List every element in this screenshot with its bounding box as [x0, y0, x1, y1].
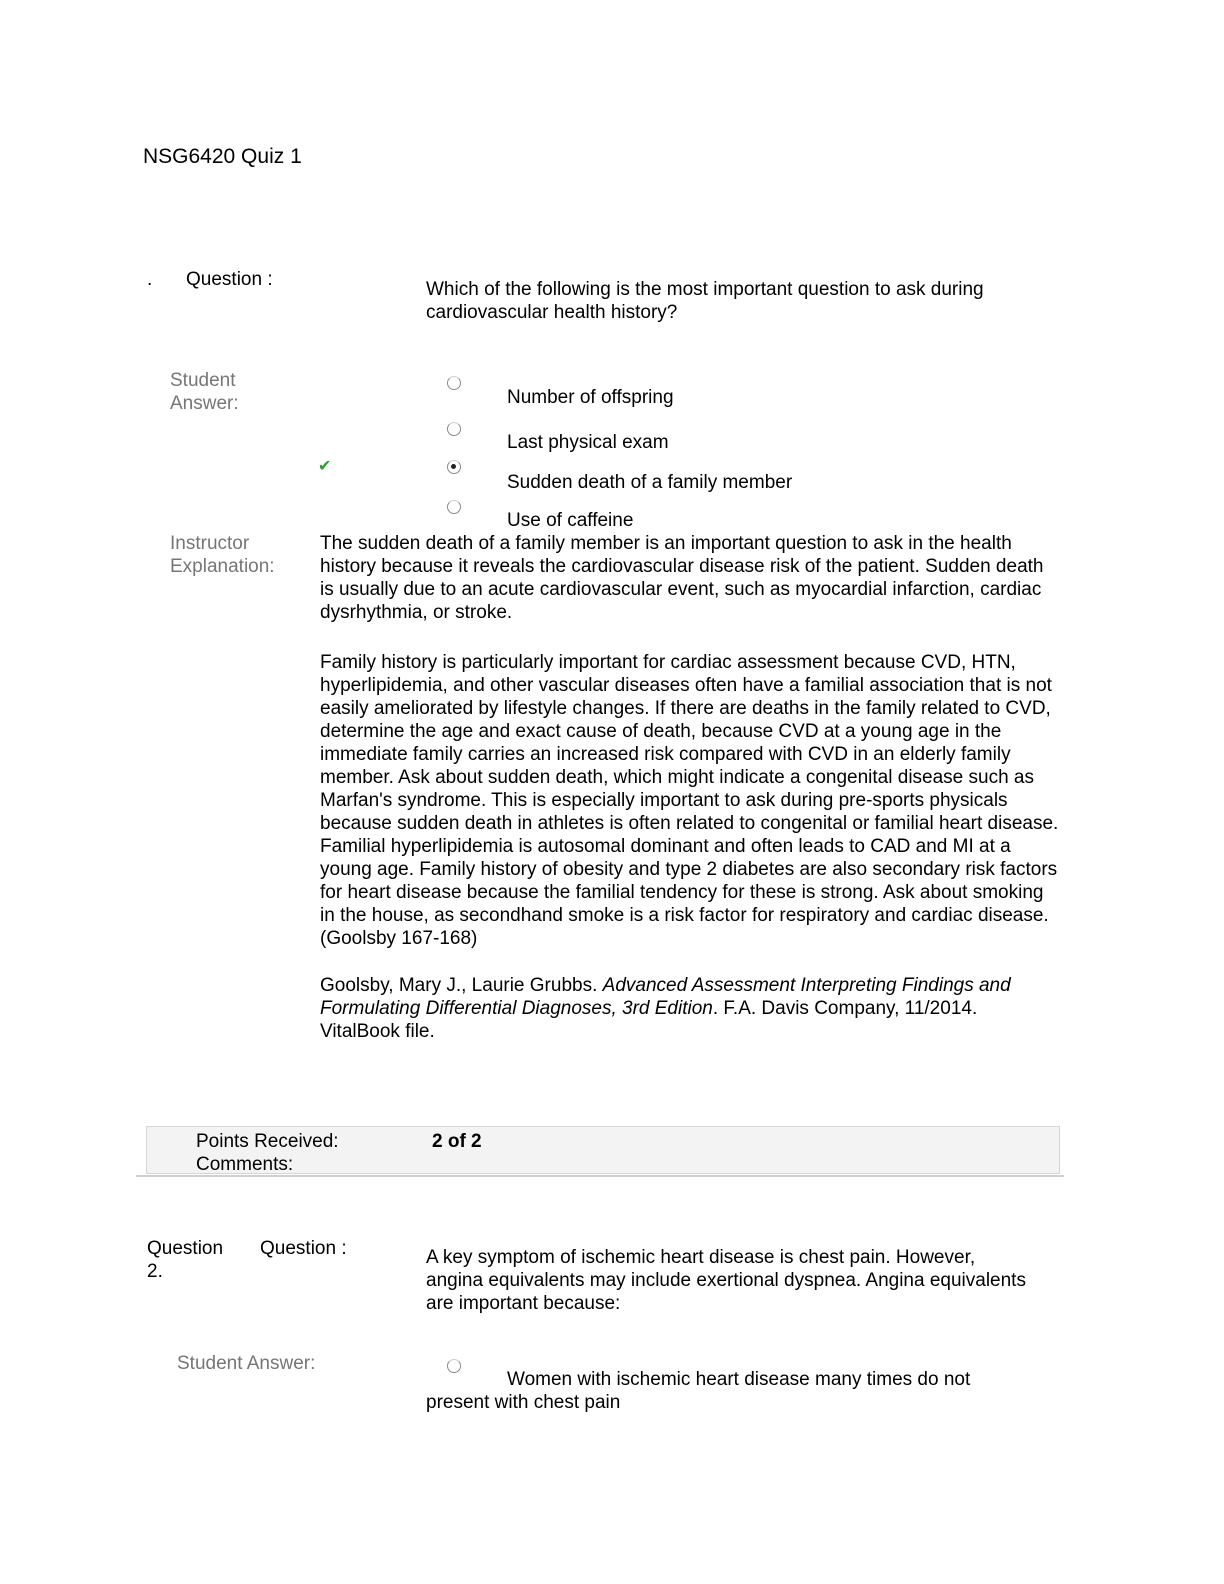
points-received-label: Points Received: [196, 1131, 339, 1152]
citation-publisher: . F.A. Davis Company, 11/2014. VitalBook file. [320, 998, 978, 1042]
option-3-label: Sudden death of a family member [507, 472, 793, 493]
question-2-student-answer-label: Student Answer: [177, 1353, 316, 1374]
instructor-label-line-1: Instructor [170, 533, 250, 554]
question-2-number-line-1: Question [147, 1238, 224, 1259]
student-answer-label-line-1: Student [170, 370, 236, 391]
question-1-text-line-2: cardiovascular health history? [426, 302, 678, 323]
question-2-text-line-3: are important because: [426, 1293, 621, 1314]
option-4-label: Use of caffeine [507, 510, 634, 531]
question-2-text-line-1: A key symptom of ischemic heart disease is chest pain. However, [426, 1247, 976, 1268]
question-1-text-line-1: Which of the following is the most important question to ask during [426, 279, 984, 300]
option-1-label: Number of offspring [507, 387, 674, 408]
question-1-bullet: . [147, 269, 153, 290]
citation [320, 974, 1060, 1043]
option-4-radio[interactable] [447, 500, 461, 514]
correct-checkmark-icon: ✔ [318, 458, 332, 475]
citation-book-title: Advanced Assessment Interpreting Findings and Formulating Differential Diagnoses, 3rd Edition [320, 975, 1011, 1019]
citation-authors: Goolsby, Mary J., Laurie Grubbs. [320, 975, 603, 996]
explanation-paragraph-1: The sudden death of a family member is an important question to ask in the health history because it reveals the cardiovascular disease risk of the patient. Sudden death is usually due to an acute cardiovascular event, such as myocardial infarction, cardiac dysrhythmia, or stroke. [320, 533, 1044, 623]
option-1-radio[interactable] [447, 376, 461, 390]
points-received-value: 2 of 2 [432, 1131, 482, 1152]
student-answer-label-line-2: Answer: [170, 393, 239, 414]
option-2-label: Last physical exam [507, 432, 669, 453]
question-1-label: Question : [186, 269, 273, 290]
option-2-radio[interactable] [447, 422, 461, 436]
question-2-option-1-radio[interactable] [447, 1359, 461, 1373]
question-2-option-1-line-1: Women with ischemic heart disease many times do not [507, 1369, 971, 1390]
option-3-radio[interactable] [447, 460, 461, 474]
question-2-option-1-line-2: present with chest pain [426, 1392, 621, 1413]
explanation-paragraph-2: Family history is particularly important for cardiac assessment because CVD, HTN, hyperlipidemia, and other vascular diseases often have a familial association that is not easily ameliorated by lifestyle changes. If there are deaths in the family related to CVD, determine the age and exact cause of death, because CVD at a young age in the immediate family carries an increased risk compared with CVD in an elderly family member. Ask about sudden death, which might indicate a congenital disease such as Marfan's syndrome. This is especially important to ask during pre-sports physicals because sudden death in athletes is often related to congenital or familial heart disease. Familial hyperlipidemia is autosomal dominant and often leads to CAD and MI at a young age. Family history of obesity and type 2 diabetes are also secondary risk factors for heart disease because the familial tendency for these is strong. Ask about smoking in the house, as secondhand smoke is a risk factor for respiratory and cardiac disease. (Goolsby 167-168) [320, 652, 1059, 949]
question-2-number-line-2: 2. [147, 1261, 163, 1282]
question-2-label: Question : [260, 1238, 347, 1259]
instructor-label-line-2: Explanation: [170, 556, 275, 577]
question-2-text-line-2: angina equivalents may include exertional dyspnea. Angina equivalents [426, 1270, 1026, 1291]
document-title: NSG6420 Quiz 1 [143, 145, 302, 168]
comments-label: Comments: [196, 1154, 294, 1175]
